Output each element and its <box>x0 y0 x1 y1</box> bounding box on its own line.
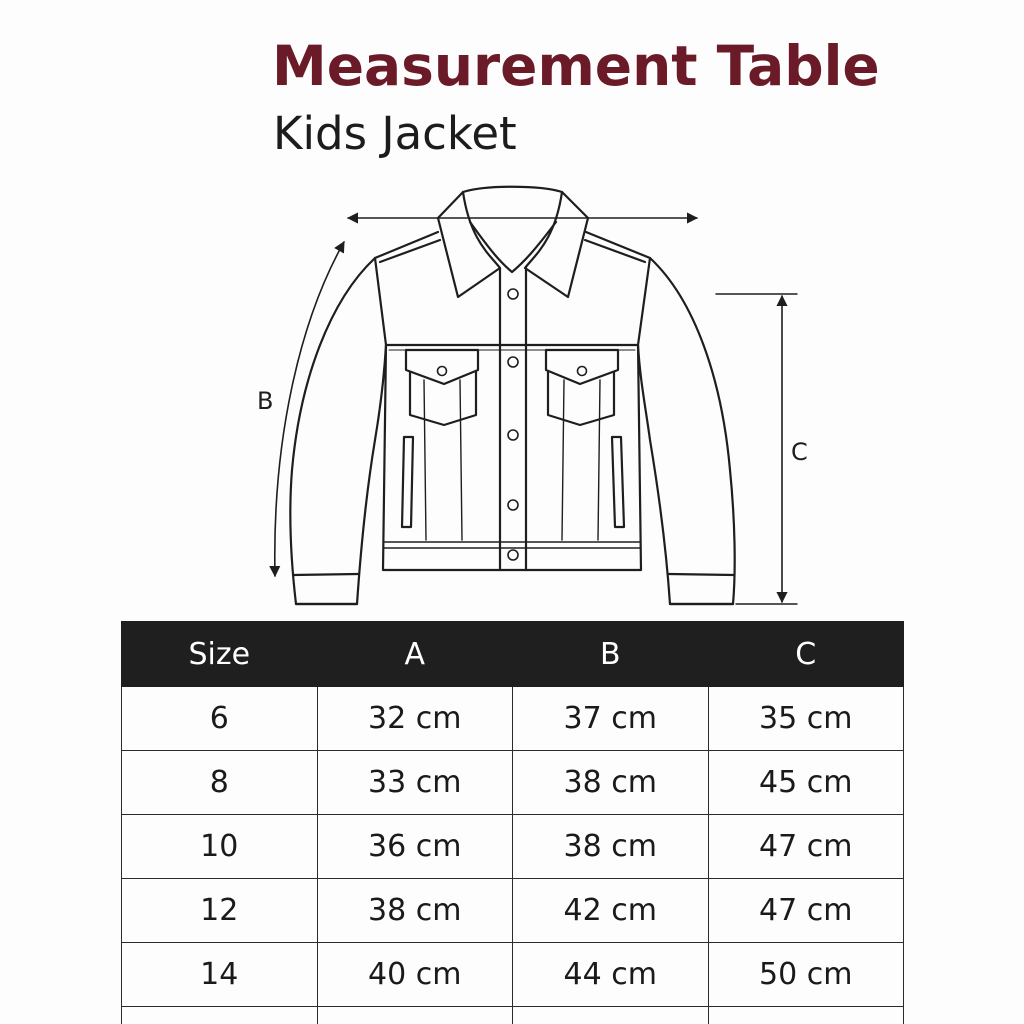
column-header-c: C <box>708 622 904 687</box>
measure-c-cell: 35 cm <box>708 687 904 751</box>
table-row <box>122 687 904 751</box>
size-cell: 6 <box>122 687 318 751</box>
measure-b-arrow <box>275 242 344 576</box>
pocket-button <box>438 367 447 376</box>
page-subtitle: Kids Jacket <box>273 107 517 160</box>
size-cell: 12 <box>122 879 318 943</box>
empty-cell <box>122 1007 318 1024</box>
table-row <box>122 879 904 943</box>
measure-c-cell: 47 cm <box>708 815 904 879</box>
measure-b-cell: 42 cm <box>513 879 709 943</box>
column-header-b: B <box>513 622 709 687</box>
right-hand-pocket <box>612 437 624 527</box>
left-cuff <box>293 574 358 604</box>
button <box>508 500 518 510</box>
measure-b-label: B <box>257 387 274 415</box>
size-table <box>121 621 904 1024</box>
size-cell: 10 <box>122 815 318 879</box>
table-row <box>122 751 904 815</box>
page-title: Measurement Table <box>272 34 880 98</box>
table-row-partial <box>122 1007 904 1024</box>
size-cell: 8 <box>122 751 318 815</box>
measure-b-cell: 44 cm <box>513 943 709 1007</box>
column-header-size: Size <box>122 622 318 687</box>
measure-c-cell: 50 cm <box>708 943 904 1007</box>
empty-cell <box>317 1007 513 1024</box>
left-hand-pocket <box>402 437 413 527</box>
collar <box>438 192 500 297</box>
table-header-row <box>122 622 904 687</box>
button <box>508 289 518 299</box>
measure-a-cell: 32 cm <box>317 687 513 751</box>
button <box>508 430 518 440</box>
measure-a-cell: 33 cm <box>317 751 513 815</box>
measure-b-cell: 38 cm <box>513 751 709 815</box>
measure-c-cell: 47 cm <box>708 879 904 943</box>
measure-c-cell: 45 cm <box>708 751 904 815</box>
measure-a-cell: 38 cm <box>317 879 513 943</box>
pocket-button <box>578 367 587 376</box>
measure-a-cell: 36 cm <box>317 815 513 879</box>
waistband <box>384 542 640 548</box>
table-row <box>122 943 904 1007</box>
button <box>508 357 518 367</box>
measure-a-cell: 40 cm <box>317 943 513 1007</box>
right-cuff <box>669 574 734 604</box>
button <box>508 550 518 560</box>
measure-b-cell: 37 cm <box>513 687 709 751</box>
measure-b-cell: 38 cm <box>513 815 709 879</box>
table-row <box>122 815 904 879</box>
column-header-a: A <box>317 622 513 687</box>
empty-cell <box>513 1007 709 1024</box>
measure-c-label: C <box>791 438 808 466</box>
jacket-body <box>375 258 650 570</box>
size-cell: 14 <box>122 943 318 1007</box>
empty-cell <box>708 1007 904 1024</box>
